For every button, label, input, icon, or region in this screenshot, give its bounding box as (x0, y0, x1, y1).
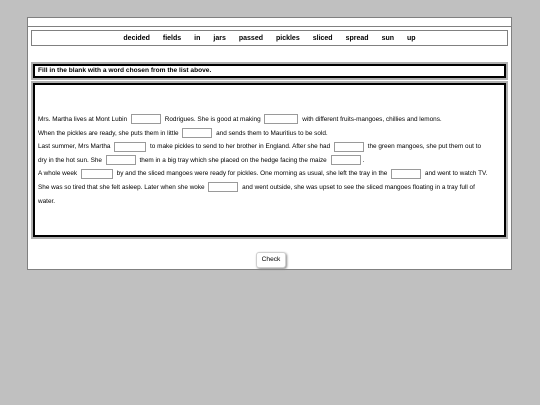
passage-text: Last summer, Mrs Martha (38, 143, 111, 151)
passage-text: Mrs. Martha lives at Mont Lubin (38, 116, 128, 123)
blank-input-8[interactable] (81, 169, 113, 179)
passage-line (38, 127, 501, 141)
word-bank-item: decided (123, 34, 150, 42)
passage-frame (31, 81, 508, 239)
passage-text: water. (38, 197, 56, 205)
instruction-text: Fill in the blank with a word chosen from the list above. (33, 64, 506, 78)
word-bank (31, 30, 508, 46)
exercise-page (27, 17, 512, 270)
word-bank-item: sliced (312, 34, 333, 42)
word-bank-item: passed (238, 34, 263, 42)
check-button[interactable]: Check (256, 252, 286, 268)
passage-text: . (362, 156, 365, 164)
passage-line (38, 140, 501, 154)
blank-input-4[interactable] (114, 142, 146, 152)
word-bank-item: fields (162, 34, 182, 42)
passage-line (38, 113, 501, 127)
word-bank-item: in (194, 34, 201, 42)
passage-text: and sends them to Mauritius to be sold. (216, 129, 328, 137)
word-bank-item: pickles (275, 34, 300, 42)
blank-input-10[interactable] (208, 182, 238, 192)
passage-text: with different fruits-mangoes, chillies and lemons. (302, 116, 442, 123)
blank-input-3[interactable] (182, 128, 212, 138)
passage-text: dry in the hot sun. She (38, 156, 102, 164)
passage-text: Rodrigues. She is good at making (164, 116, 261, 123)
passage-text: to make pickles to send to her brother in England. After she had (150, 143, 331, 151)
blank-input-1[interactable] (131, 114, 161, 124)
passage-text: A whole week (38, 170, 78, 178)
passage-line (38, 154, 501, 168)
word-bank-item: spread (345, 34, 369, 42)
passage-line (38, 167, 501, 181)
blank-input-2[interactable] (264, 114, 298, 124)
blank-input-9[interactable] (391, 169, 421, 179)
instruction-frame (31, 62, 508, 80)
passage-text: and went outside, she was upset to see the sliced mangoes floating in a tray full of (242, 183, 475, 191)
passage-text: them in a big tray which she placed on the hedge facing the maize (139, 156, 327, 164)
blank-input-5[interactable] (334, 142, 364, 152)
passage-line (38, 195, 501, 209)
word-bank-item: sun (381, 34, 395, 42)
word-bank-item: jars (213, 34, 226, 42)
blank-input-7[interactable] (331, 155, 361, 165)
passage-text: by and the sliced mangoes were ready for pickles. One morning as usual, she left the tray in the (116, 170, 388, 178)
passage-text: She was so tired that she felt asleep. Later when she woke (38, 183, 205, 191)
word-bank-item: up (407, 34, 416, 42)
passage-text: and went to watch TV. (424, 170, 488, 178)
passage-line (38, 181, 501, 195)
blank-input-6[interactable] (106, 155, 136, 165)
passage (33, 83, 506, 237)
passage-text: the green mangoes, she put them out to (367, 143, 482, 151)
passage-text: When the pickles are ready, she puts them in little (38, 129, 179, 137)
divider (28, 26, 511, 27)
